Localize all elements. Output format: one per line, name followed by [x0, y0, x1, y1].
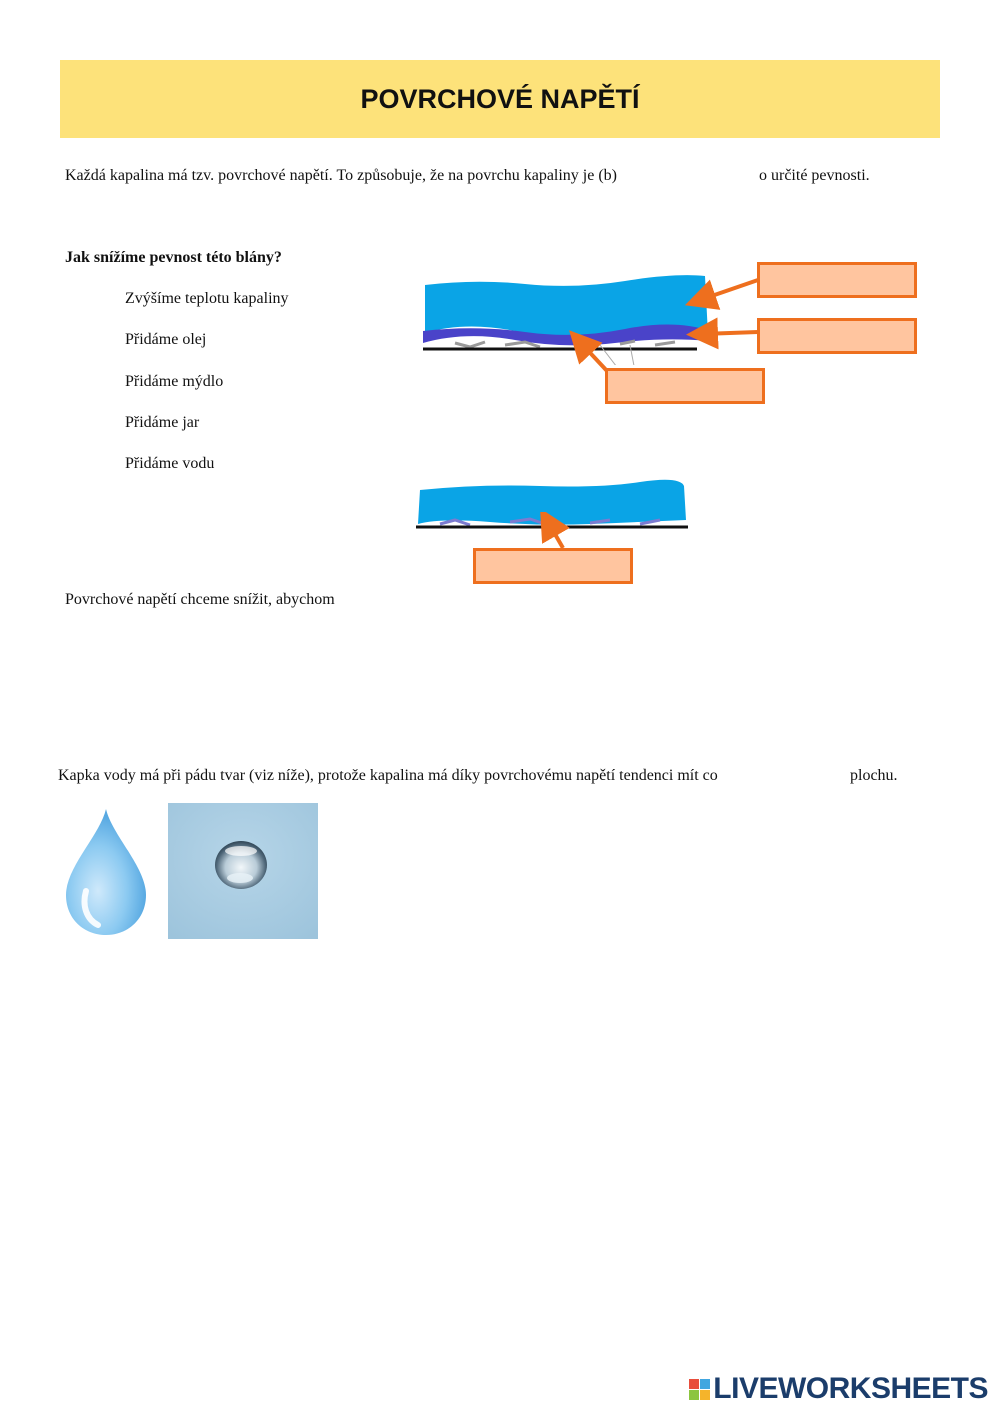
option-item[interactable]: Přidáme mýdlo [125, 373, 224, 390]
label-box-surface[interactable] [605, 368, 765, 404]
intro-text-before: Každá kapalina má tzv. povrchové napětí. To způsobuje, že na povrchu kapaliny je (b) [65, 167, 618, 184]
option-item[interactable]: Přidáme olej [125, 331, 207, 348]
arrow-to-film [702, 332, 758, 334]
intro-text-after: o určité pevnosti. [759, 167, 870, 184]
watermark-text: LIVEWORKSHEETS [713, 1372, 988, 1405]
label-box-water[interactable] [757, 262, 917, 298]
option-item[interactable]: Přidáme vodu [125, 455, 215, 472]
title-banner [60, 60, 940, 138]
liveworksheets-watermark [689, 1372, 988, 1406]
top-diagram-arrows [560, 260, 770, 380]
reduce-answer-input[interactable] [352, 589, 916, 613]
droplet-photo [168, 803, 318, 939]
drop-text-after: plochu. [850, 767, 898, 784]
arrow-to-water [700, 280, 758, 300]
question-heading: Jak snížíme pevnost této blány? [65, 249, 282, 266]
liveworksheets-logo-icon [689, 1379, 710, 1400]
option-item[interactable]: Zvýšíme teplotu kapaliny [125, 290, 289, 307]
arrow-to-surface [580, 342, 608, 372]
page-title: POVRCHOVÉ NAPĚTÍ [360, 83, 640, 114]
intro-blank-input[interactable] [655, 165, 759, 189]
bottom-diagram-arrow [535, 512, 575, 552]
drop-text-before: Kapka vody má při pádu tvar (viz níže), protože kapalina má díky povrchovému napětí tendenci mít co [58, 767, 718, 784]
reduce-sentence: Povrchové napětí chceme snížit, abychom [65, 591, 335, 608]
water-drop-image [60, 805, 152, 937]
label-box-film[interactable] [757, 318, 917, 354]
label-box-bottom[interactable] [473, 548, 633, 584]
option-item[interactable]: Přidáme jar [125, 414, 200, 431]
drop-blank-input[interactable] [754, 765, 850, 789]
